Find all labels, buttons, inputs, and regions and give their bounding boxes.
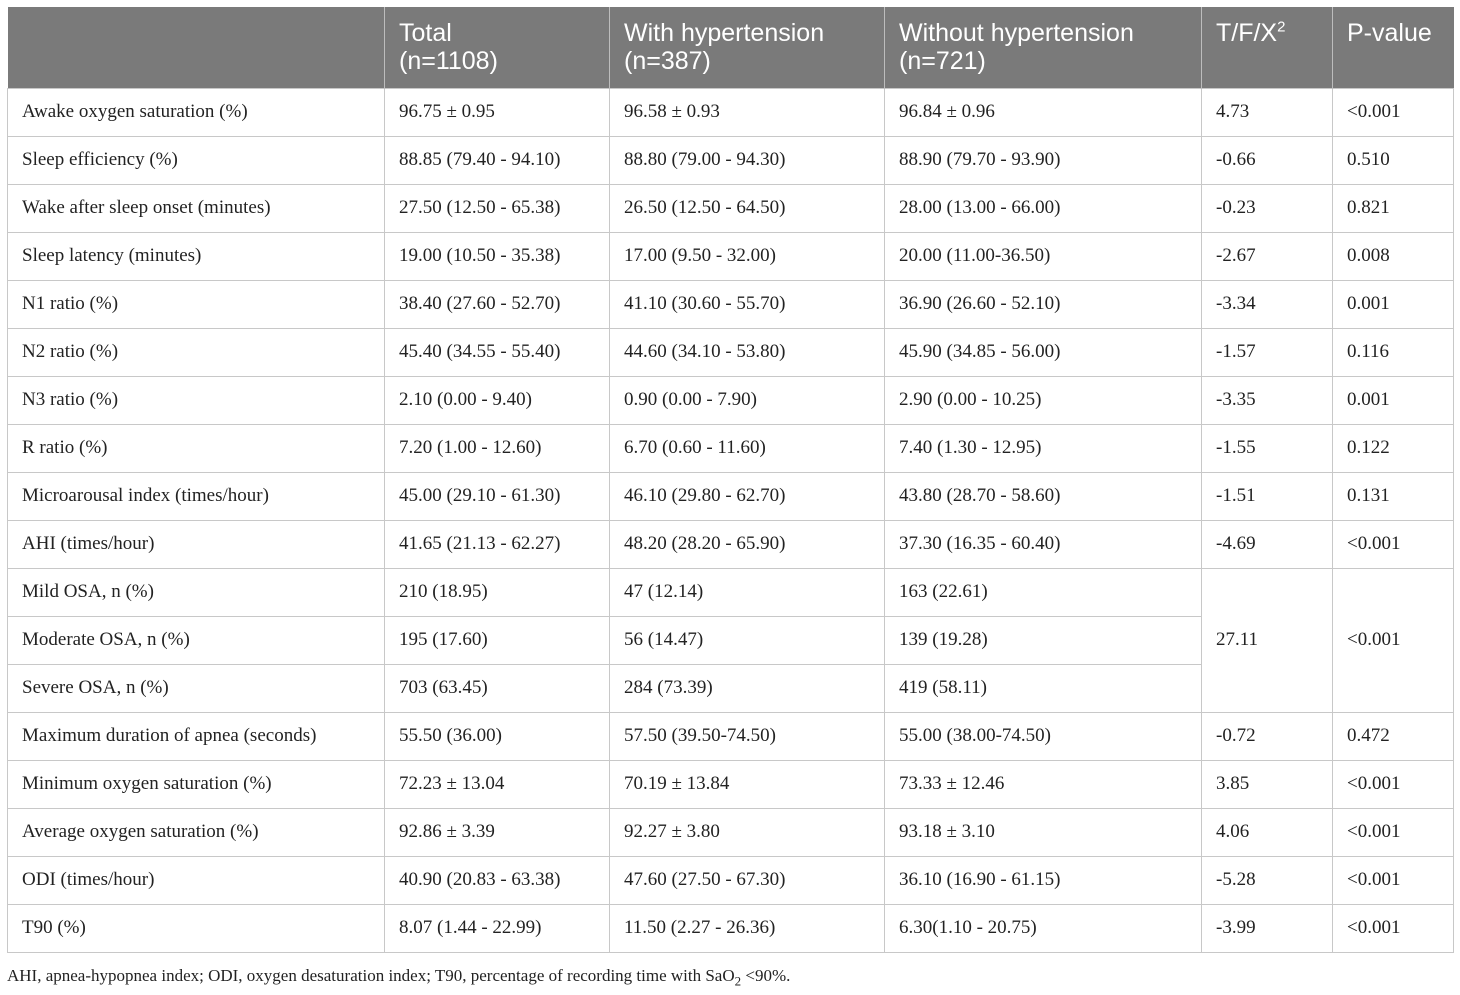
- table-row: [8, 520, 1454, 568]
- data-table: [7, 7, 1454, 953]
- with-hypertension-value: 57.50 (39.50-74.50): [610, 712, 885, 760]
- statistic-value: 4.06: [1202, 808, 1333, 856]
- with-hypertension-value: 70.19 ± 13.84: [610, 760, 885, 808]
- statistic-value: 27.11: [1202, 568, 1333, 712]
- statistic-value: 4.73: [1202, 88, 1333, 136]
- header-label: T/F/X: [1216, 19, 1278, 47]
- row-label: Sleep latency (minutes): [8, 232, 385, 280]
- statistic-value: -0.72: [1202, 712, 1333, 760]
- statistic-value: -4.69: [1202, 520, 1333, 568]
- header-cell-total: [385, 7, 610, 88]
- total-value: 41.65 (21.13 - 62.27): [385, 520, 610, 568]
- header-cell-blank: [8, 7, 385, 88]
- footnote-text: AHI, apnea-hypopnea index; ODI, oxygen desaturation index; T90, percentage of recording time with SaO: [7, 966, 735, 985]
- row-label: Microarousal index (times/hour): [8, 472, 385, 520]
- without-hypertension-value: 43.80 (28.70 - 58.60): [885, 472, 1202, 520]
- total-value: 38.40 (27.60 - 52.70): [385, 280, 610, 328]
- table-row: [8, 136, 1454, 184]
- total-value: 210 (18.95): [385, 568, 610, 616]
- p-value: <0.001: [1333, 904, 1454, 952]
- row-label: Severe OSA, n (%): [8, 664, 385, 712]
- p-value: 0.122: [1333, 424, 1454, 472]
- p-value: <0.001: [1333, 88, 1454, 136]
- table-row: [8, 808, 1454, 856]
- total-value: 88.85 (79.40 - 94.10): [385, 136, 610, 184]
- without-hypertension-value: 45.90 (34.85 - 56.00): [885, 328, 1202, 376]
- with-hypertension-value: 284 (73.39): [610, 664, 885, 712]
- row-label: ODI (times/hour): [8, 856, 385, 904]
- statistic-value: -3.35: [1202, 376, 1333, 424]
- statistic-value: -3.99: [1202, 904, 1333, 952]
- with-hypertension-value: 44.60 (34.10 - 53.80): [610, 328, 885, 376]
- total-value: 40.90 (20.83 - 63.38): [385, 856, 610, 904]
- p-value: <0.001: [1333, 808, 1454, 856]
- header-label: Total: [399, 19, 452, 47]
- p-value: 0.001: [1333, 376, 1454, 424]
- row-label: Moderate OSA, n (%): [8, 616, 385, 664]
- header-cell-p-value: [1333, 7, 1454, 88]
- without-hypertension-value: 73.33 ± 12.46: [885, 760, 1202, 808]
- p-value: <0.001: [1333, 760, 1454, 808]
- without-hypertension-value: 88.90 (79.70 - 93.90): [885, 136, 1202, 184]
- statistic-value: -0.66: [1202, 136, 1333, 184]
- statistic-value: -1.55: [1202, 424, 1333, 472]
- without-hypertension-value: 28.00 (13.00 - 66.00): [885, 184, 1202, 232]
- p-value: 0.821: [1333, 184, 1454, 232]
- total-value: 19.00 (10.50 - 35.38): [385, 232, 610, 280]
- statistic-value: -0.23: [1202, 184, 1333, 232]
- with-hypertension-value: 47.60 (27.50 - 67.30): [610, 856, 885, 904]
- without-hypertension-value: 419 (58.11): [885, 664, 1202, 712]
- without-hypertension-value: 93.18 ± 3.10: [885, 808, 1202, 856]
- table-row: [8, 904, 1454, 952]
- table-row: [8, 568, 1454, 616]
- total-value: 703 (63.45): [385, 664, 610, 712]
- with-hypertension-value: 41.10 (30.60 - 55.70): [610, 280, 885, 328]
- with-hypertension-value: 0.90 (0.00 - 7.90): [610, 376, 885, 424]
- table-row: [8, 280, 1454, 328]
- table-row: [8, 760, 1454, 808]
- table-row: [8, 184, 1454, 232]
- table-row: [8, 88, 1454, 136]
- p-value: 0.472: [1333, 712, 1454, 760]
- total-value: 45.00 (29.10 - 61.30): [385, 472, 610, 520]
- with-hypertension-value: 26.50 (12.50 - 64.50): [610, 184, 885, 232]
- with-hypertension-value: 11.50 (2.27 - 26.36): [610, 904, 885, 952]
- header-superscript: 2: [1277, 18, 1286, 36]
- header-cell-with-hypertension: [610, 7, 885, 88]
- without-hypertension-value: 2.90 (0.00 - 10.25): [885, 376, 1202, 424]
- header-row: [8, 7, 1454, 88]
- total-value: 45.40 (34.55 - 55.40): [385, 328, 610, 376]
- header-sublabel: (n=1108): [399, 47, 498, 75]
- p-value: <0.001: [1333, 520, 1454, 568]
- with-hypertension-value: 88.80 (79.00 - 94.30): [610, 136, 885, 184]
- with-hypertension-value: 17.00 (9.50 - 32.00): [610, 232, 885, 280]
- total-value: 55.50 (36.00): [385, 712, 610, 760]
- p-value: 0.510: [1333, 136, 1454, 184]
- header-cell-without-hypertension: [885, 7, 1202, 88]
- total-value: 27.50 (12.50 - 65.38): [385, 184, 610, 232]
- without-hypertension-value: 163 (22.61): [885, 568, 1202, 616]
- p-value: 0.116: [1333, 328, 1454, 376]
- row-label: R ratio (%): [8, 424, 385, 472]
- row-label: Awake oxygen saturation (%): [8, 88, 385, 136]
- table-row: [8, 712, 1454, 760]
- footnote-text-end: <90%.: [741, 966, 791, 985]
- total-value: 2.10 (0.00 - 9.40): [385, 376, 610, 424]
- row-label: N1 ratio (%): [8, 280, 385, 328]
- total-value: 7.20 (1.00 - 12.60): [385, 424, 610, 472]
- row-label: Maximum duration of apnea (seconds): [8, 712, 385, 760]
- statistic-value: -3.34: [1202, 280, 1333, 328]
- total-value: 92.86 ± 3.39: [385, 808, 610, 856]
- total-value: 8.07 (1.44 - 22.99): [385, 904, 610, 952]
- without-hypertension-value: 37.30 (16.35 - 60.40): [885, 520, 1202, 568]
- p-value: 0.001: [1333, 280, 1454, 328]
- header-cell-statistic: [1202, 7, 1333, 88]
- header-label: P-value: [1347, 19, 1432, 47]
- with-hypertension-value: 96.58 ± 0.93: [610, 88, 885, 136]
- total-value: 72.23 ± 13.04: [385, 760, 610, 808]
- without-hypertension-value: 55.00 (38.00-74.50): [885, 712, 1202, 760]
- statistic-value: -1.57: [1202, 328, 1333, 376]
- without-hypertension-value: 6.30(1.10 - 20.75): [885, 904, 1202, 952]
- total-value: 195 (17.60): [385, 616, 610, 664]
- with-hypertension-value: 48.20 (28.20 - 65.90): [610, 520, 885, 568]
- header-sublabel: (n=387): [624, 47, 711, 75]
- p-value: <0.001: [1333, 568, 1454, 712]
- without-hypertension-value: 7.40 (1.30 - 12.95): [885, 424, 1202, 472]
- p-value: <0.001: [1333, 856, 1454, 904]
- table-body: [8, 88, 1454, 952]
- row-label: T90 (%): [8, 904, 385, 952]
- with-hypertension-value: 92.27 ± 3.80: [610, 808, 885, 856]
- without-hypertension-value: 36.10 (16.90 - 61.15): [885, 856, 1202, 904]
- statistic-value: -2.67: [1202, 232, 1333, 280]
- row-label: Mild OSA, n (%): [8, 568, 385, 616]
- without-hypertension-value: 36.90 (26.60 - 52.10): [885, 280, 1202, 328]
- row-label: N3 ratio (%): [8, 376, 385, 424]
- without-hypertension-value: 96.84 ± 0.96: [885, 88, 1202, 136]
- table-row: [8, 232, 1454, 280]
- p-value: 0.008: [1333, 232, 1454, 280]
- table-row: [8, 856, 1454, 904]
- row-label: Sleep efficiency (%): [8, 136, 385, 184]
- row-label: Minimum oxygen saturation (%): [8, 760, 385, 808]
- without-hypertension-value: 139 (19.28): [885, 616, 1202, 664]
- with-hypertension-value: 6.70 (0.60 - 11.60): [610, 424, 885, 472]
- total-value: 96.75 ± 0.95: [385, 88, 610, 136]
- footnote-subscript: 2: [734, 973, 742, 989]
- header-sublabel: (n=721): [899, 47, 986, 75]
- row-label: AHI (times/hour): [8, 520, 385, 568]
- row-label: Average oxygen saturation (%): [8, 808, 385, 856]
- header-label: Without hypertension: [899, 19, 1134, 47]
- statistic-value: 3.85: [1202, 760, 1333, 808]
- p-value: 0.131: [1333, 472, 1454, 520]
- table-footnote: [7, 966, 791, 989]
- with-hypertension-value: 56 (14.47): [610, 616, 885, 664]
- table-row: [8, 376, 1454, 424]
- header-label: With hypertension: [624, 19, 825, 47]
- table-row: [8, 472, 1454, 520]
- row-label: N2 ratio (%): [8, 328, 385, 376]
- with-hypertension-value: 47 (12.14): [610, 568, 885, 616]
- without-hypertension-value: 20.00 (11.00-36.50): [885, 232, 1202, 280]
- statistic-value: -5.28: [1202, 856, 1333, 904]
- table-row: [8, 328, 1454, 376]
- with-hypertension-value: 46.10 (29.80 - 62.70): [610, 472, 885, 520]
- statistic-value: -1.51: [1202, 472, 1333, 520]
- row-label: Wake after sleep onset (minutes): [8, 184, 385, 232]
- table-row: [8, 424, 1454, 472]
